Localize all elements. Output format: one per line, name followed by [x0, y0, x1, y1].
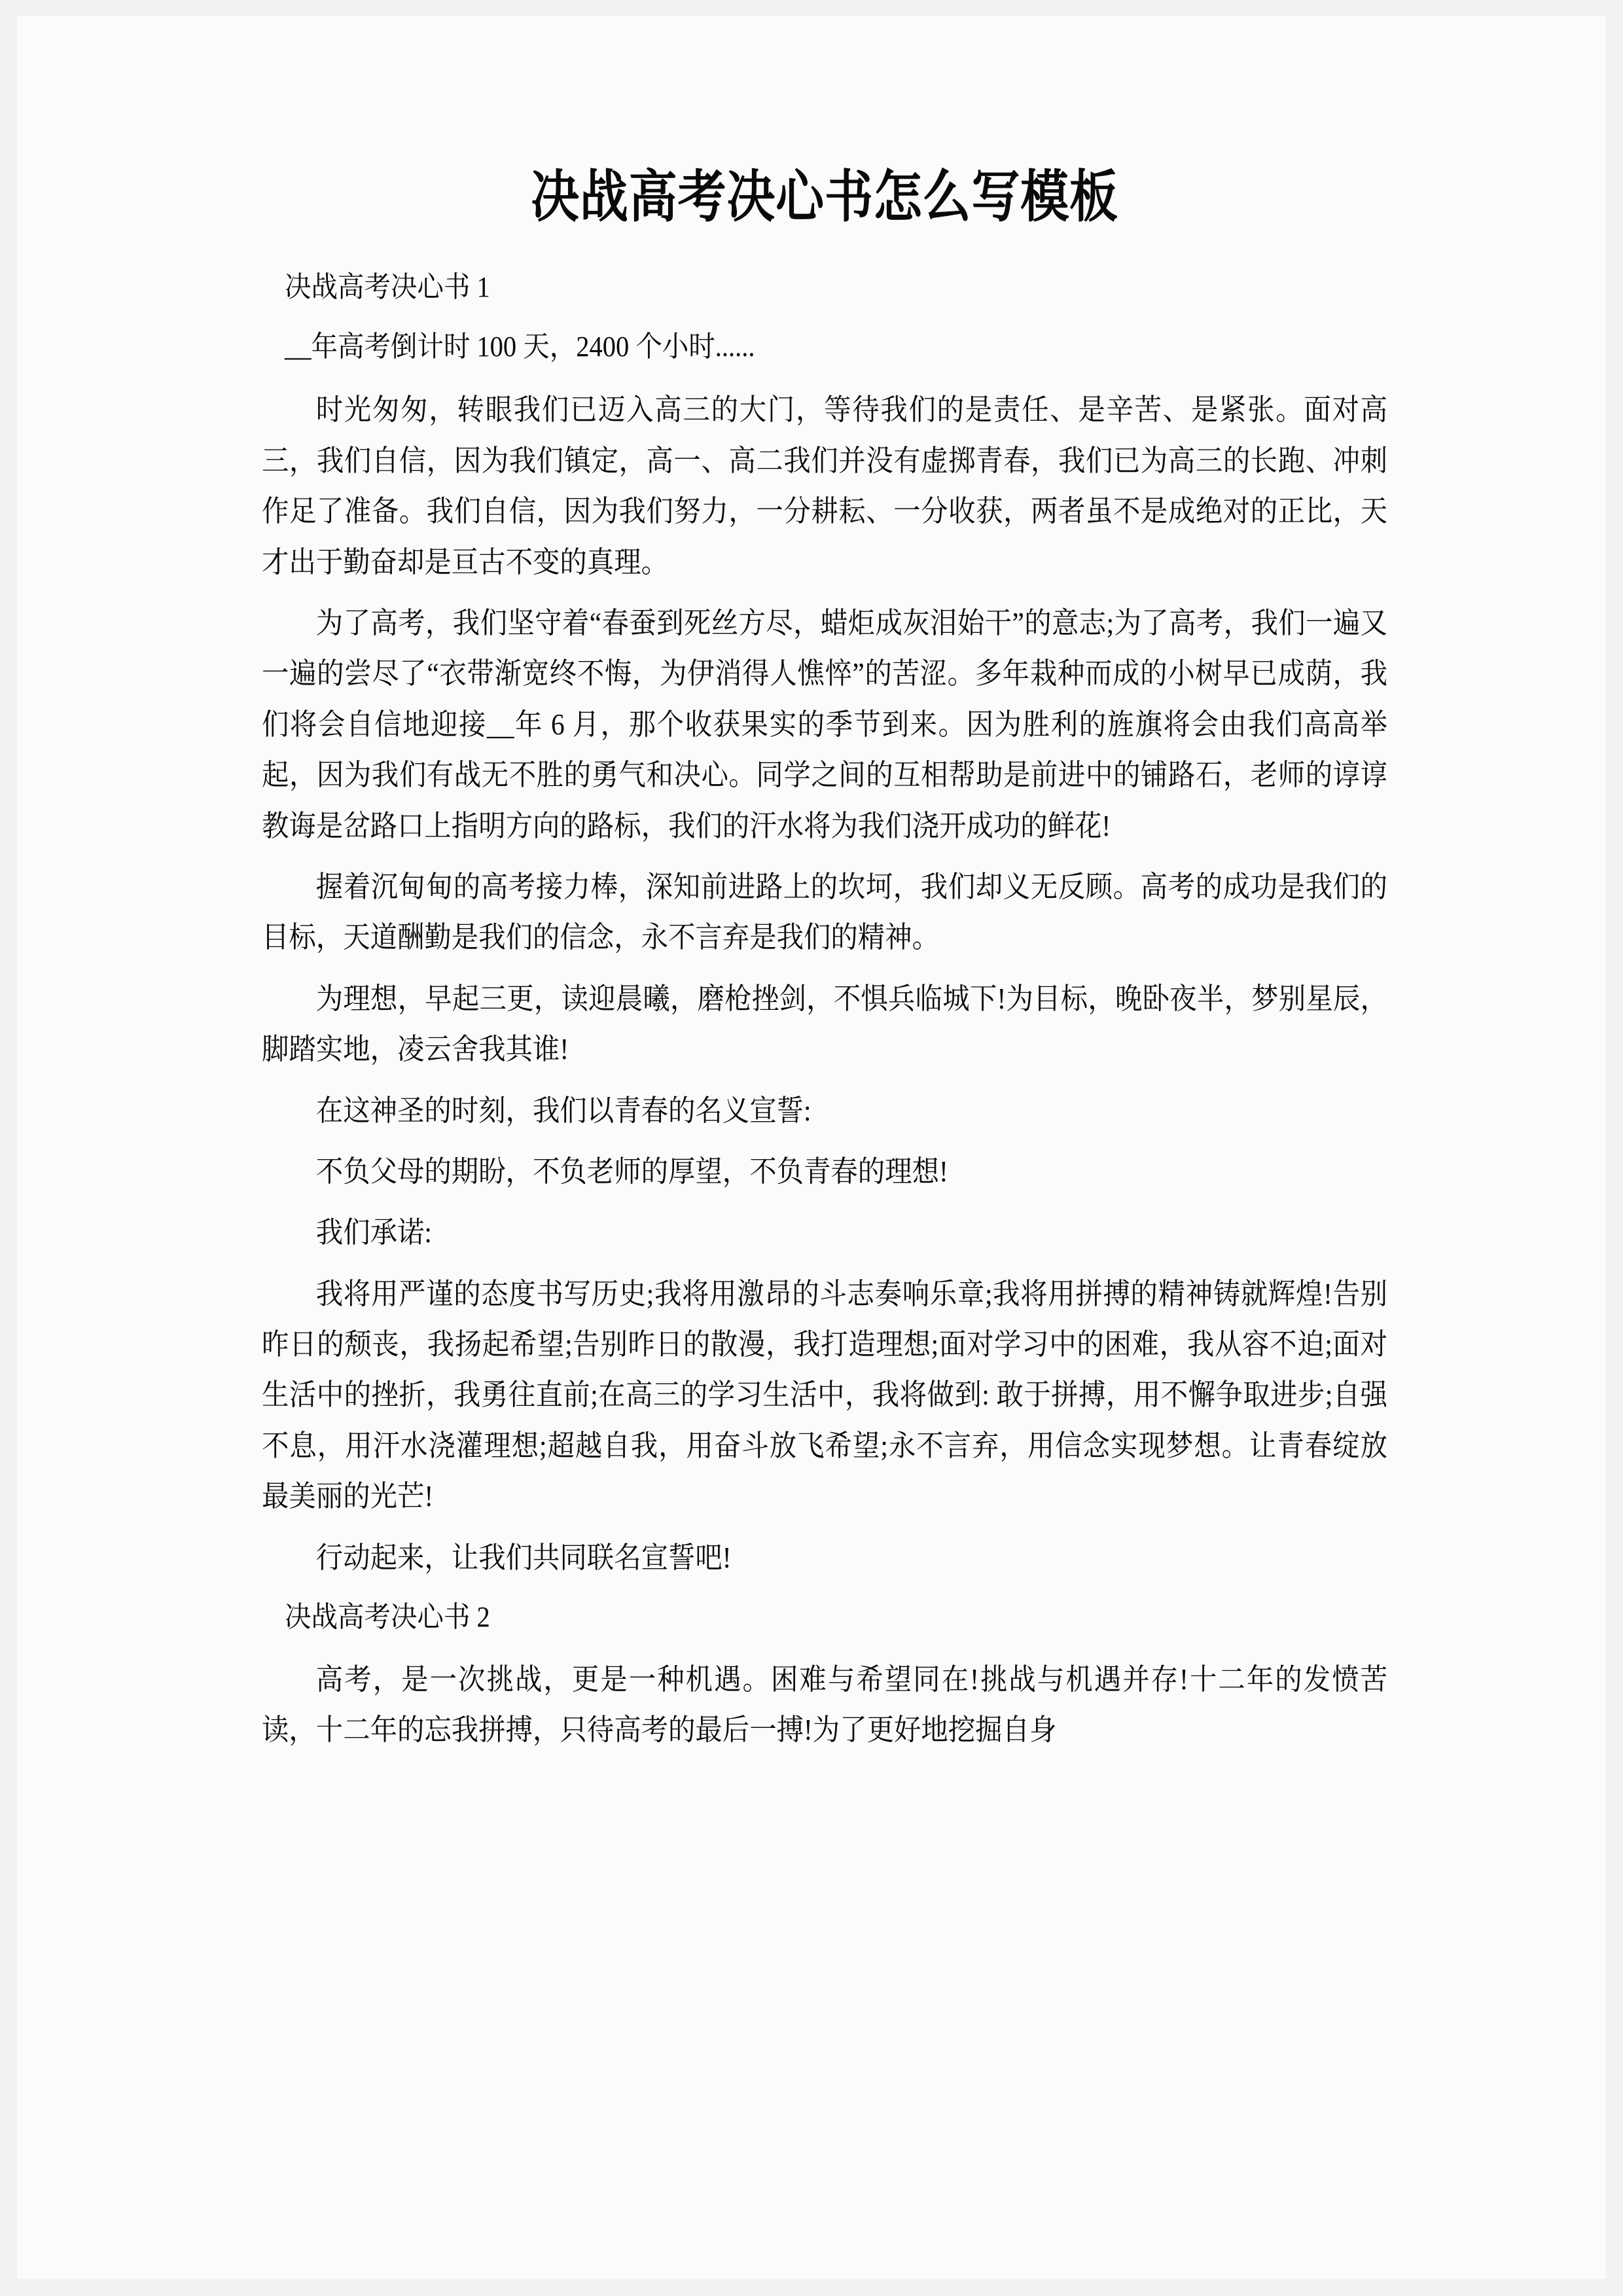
document-section-2: [262, 1595, 1387, 1755]
page-title: 决战高考决心书怎么写模板: [531, 166, 1118, 228]
paragraph: 时光匆匆，转眼我们已迈入高三的大门，等待我们的是责任、是辛苦、是紧张。面对高三，我们自信，因为我们镇定，高一、高二我们并没有虚掷青春，我们已为高三的长跑、冲刺作足了准备。我们自信，因为我们努力，一分耕耘、一分收获，两者虽不是成绝对的正比，天才出于勤奋却是亘古不变的真理。: [262, 393, 1388, 579]
paragraph: 握着沉甸甸的高考接力棒，深知前进路上的坎坷，我们却义无反顾。高考的成功是我们的目标，天道酬勤是我们的信念，永不言弃是我们的精神。: [262, 870, 1388, 954]
paragraph: 不负父母的期盼，不负老师的厚望，不负青春的理想!: [315, 1155, 948, 1188]
paragraph: 在这神圣的时刻，我们以青春的名义宣誓:: [315, 1094, 812, 1127]
page-edge-top: [0, 0, 1623, 16]
paragraph: 为了高考，我们坚守着“春蚕到死丝方尽，蜡炬成灰泪始干”的意志;为了高考，我们一遍又一遍的尝尽了“衣带渐宽终不悔，为伊消得人憔悴”的苦涩。多年栽种而成的小树早已成荫，我们将会自信地迎接__年 6 月，那个收获果实的季节到来。因为胜利的旌旗将会由我们高高举起，因为我们有战无不胜的勇气和决心。同学之间的互相帮助是前进中的铺路石，老师的谆谆教诲是岔路口上指明方向的路标，我们的汗水将为我们浇开成功的鲜花!: [262, 607, 1388, 842]
paragraph: 我们承诺:: [315, 1216, 432, 1249]
document-section-1: [262, 265, 1387, 1583]
paragraph: 为理想，早起三更，读迎晨曦，磨枪挫剑，不惧兵临城下!为目标，晚卧夜半，梦别星辰，脚踏实地，凌云舍我其谁!: [262, 982, 1388, 1066]
paragraph: 行动起来，让我们共同联名宣誓吧!: [315, 1541, 732, 1574]
section-heading-1: 决战高考决心书 1: [284, 271, 490, 304]
page-edge-left: [0, 0, 17, 2296]
section-heading-2: 决战高考决心书 2: [284, 1601, 490, 1634]
page-edge-right: [1606, 0, 1623, 2296]
paragraph: 高考，是一次挑战，更是一种机遇。困难与希望同在!挑战与机遇并存!十二年的发愤苦读，十二年的忘我拼搏，只待高考的最后一搏!为了更好地挖掘自身: [262, 1662, 1388, 1747]
page-edge-bottom: [0, 2279, 1623, 2296]
paragraph: 我将用严谨的态度书写历史;我将用激昂的斗志奏响乐章;我将用拼搏的精神铸就辉煌!告别昨日的颓丧，我扬起希望;告别昨日的散漫，我打造理想;面对学习中的困难，我从容不迫;面对生活中的挫折，我勇往直前;在高三的学习生活中，我将做到: 敢于拼搏，用不懈争取进步;自强不息，用汗水浇灌理想;超越自我，用奋斗放飞希望;永不言弃，用信念实现梦想。让青春绽放最美丽的光芒!: [262, 1277, 1388, 1513]
document-content: [262, 164, 1387, 1766]
section-lead-line-1: __年高考倒计时 100 天，2400 个小时......: [284, 330, 755, 363]
